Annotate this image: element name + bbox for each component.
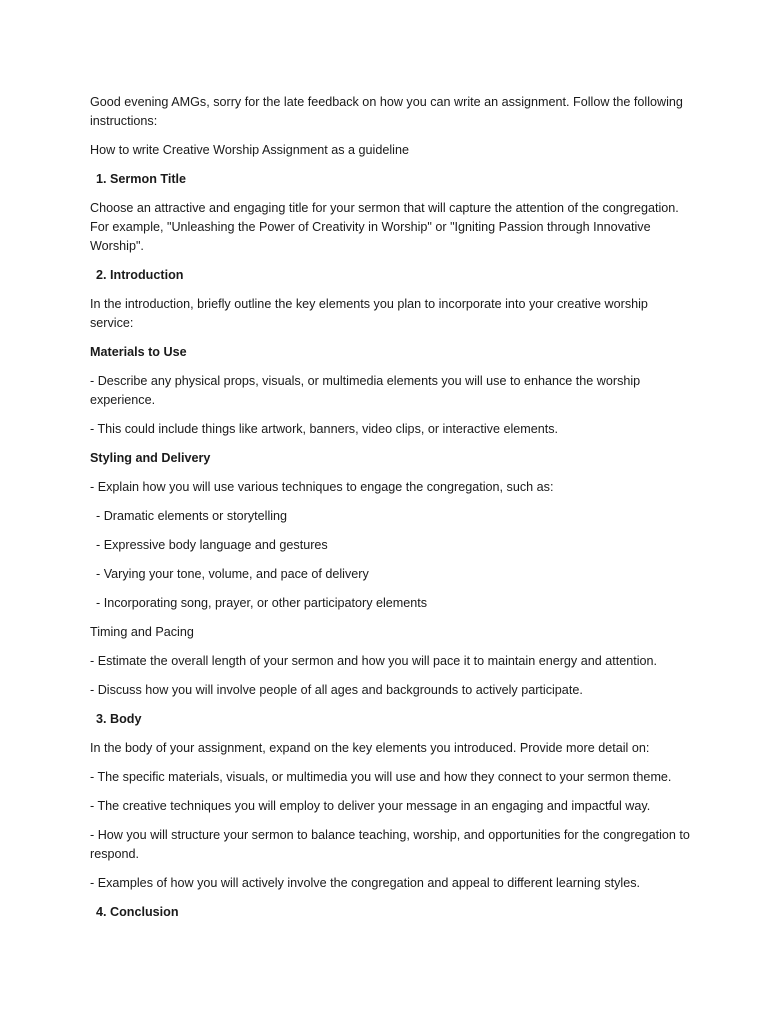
heading-introduction: 2. Introduction (96, 268, 184, 282)
heading-body: 3. Body (96, 712, 142, 726)
timing-item: - Estimate the overall length of your sermon and how you will pace it to maintain energy and attention. (90, 654, 658, 668)
body-paragraph: In the body of your assignment, expand on the key elements you introduced. Provide more detail on: (90, 741, 650, 755)
heading-timing: Timing and Pacing (90, 625, 194, 639)
body-item: - The specific materials, visuals, or multimedia you will use and how they connect to your sermon theme. (90, 770, 672, 784)
document-page (90, 93, 690, 932)
sermon-title-paragraph: Choose an attractive and engaging title for your sermon that will capture the attention of the congregation. For example, "Unleashing the Power of Creativity in Worship" or "Igniting Passion through Innovative Worship". (90, 201, 679, 253)
styling-subitem: - Expressive body language and gestures (96, 538, 328, 552)
styling-lead: - Explain how you will use various techniques to engage the congregation, such as: (90, 480, 554, 494)
heading-sermon-title: 1. Sermon Title (96, 172, 187, 186)
heading-styling: Styling and Delivery (90, 451, 211, 465)
body-item: - Examples of how you will actively involve the congregation and appeal to different learning styles. (90, 876, 641, 890)
heading-materials: Materials to Use (90, 345, 187, 359)
body-item: - The creative techniques you will employ to deliver your message in an engaging and impactful way. (90, 799, 651, 813)
body-item: - How you will structure your sermon to balance teaching, worship, and opportunities for the congregation to respond. (90, 828, 690, 861)
materials-item: - This could include things like artwork, banners, video clips, or interactive elements. (90, 422, 559, 436)
guideline-title: How to write Creative Worship Assignment as a guideline (90, 143, 409, 157)
heading-conclusion: 4. Conclusion (96, 905, 179, 919)
styling-subitem: - Varying your tone, volume, and pace of delivery (96, 567, 369, 581)
styling-subitem: - Incorporating song, prayer, or other participatory elements (96, 596, 428, 610)
timing-item: - Discuss how you will involve people of all ages and backgrounds to actively participate. (90, 683, 583, 697)
introduction-paragraph: In the introduction, briefly outline the key elements you plan to incorporate into your creative worship service: (90, 297, 648, 330)
styling-subitem: - Dramatic elements or storytelling (96, 509, 288, 523)
materials-item: - Describe any physical props, visuals, or multimedia elements you will use to enhance the worship experience. (90, 374, 641, 407)
intro-paragraph: Good evening AMGs, sorry for the late feedback on how you can write an assignment. Follow the following instructions: (90, 95, 683, 128)
